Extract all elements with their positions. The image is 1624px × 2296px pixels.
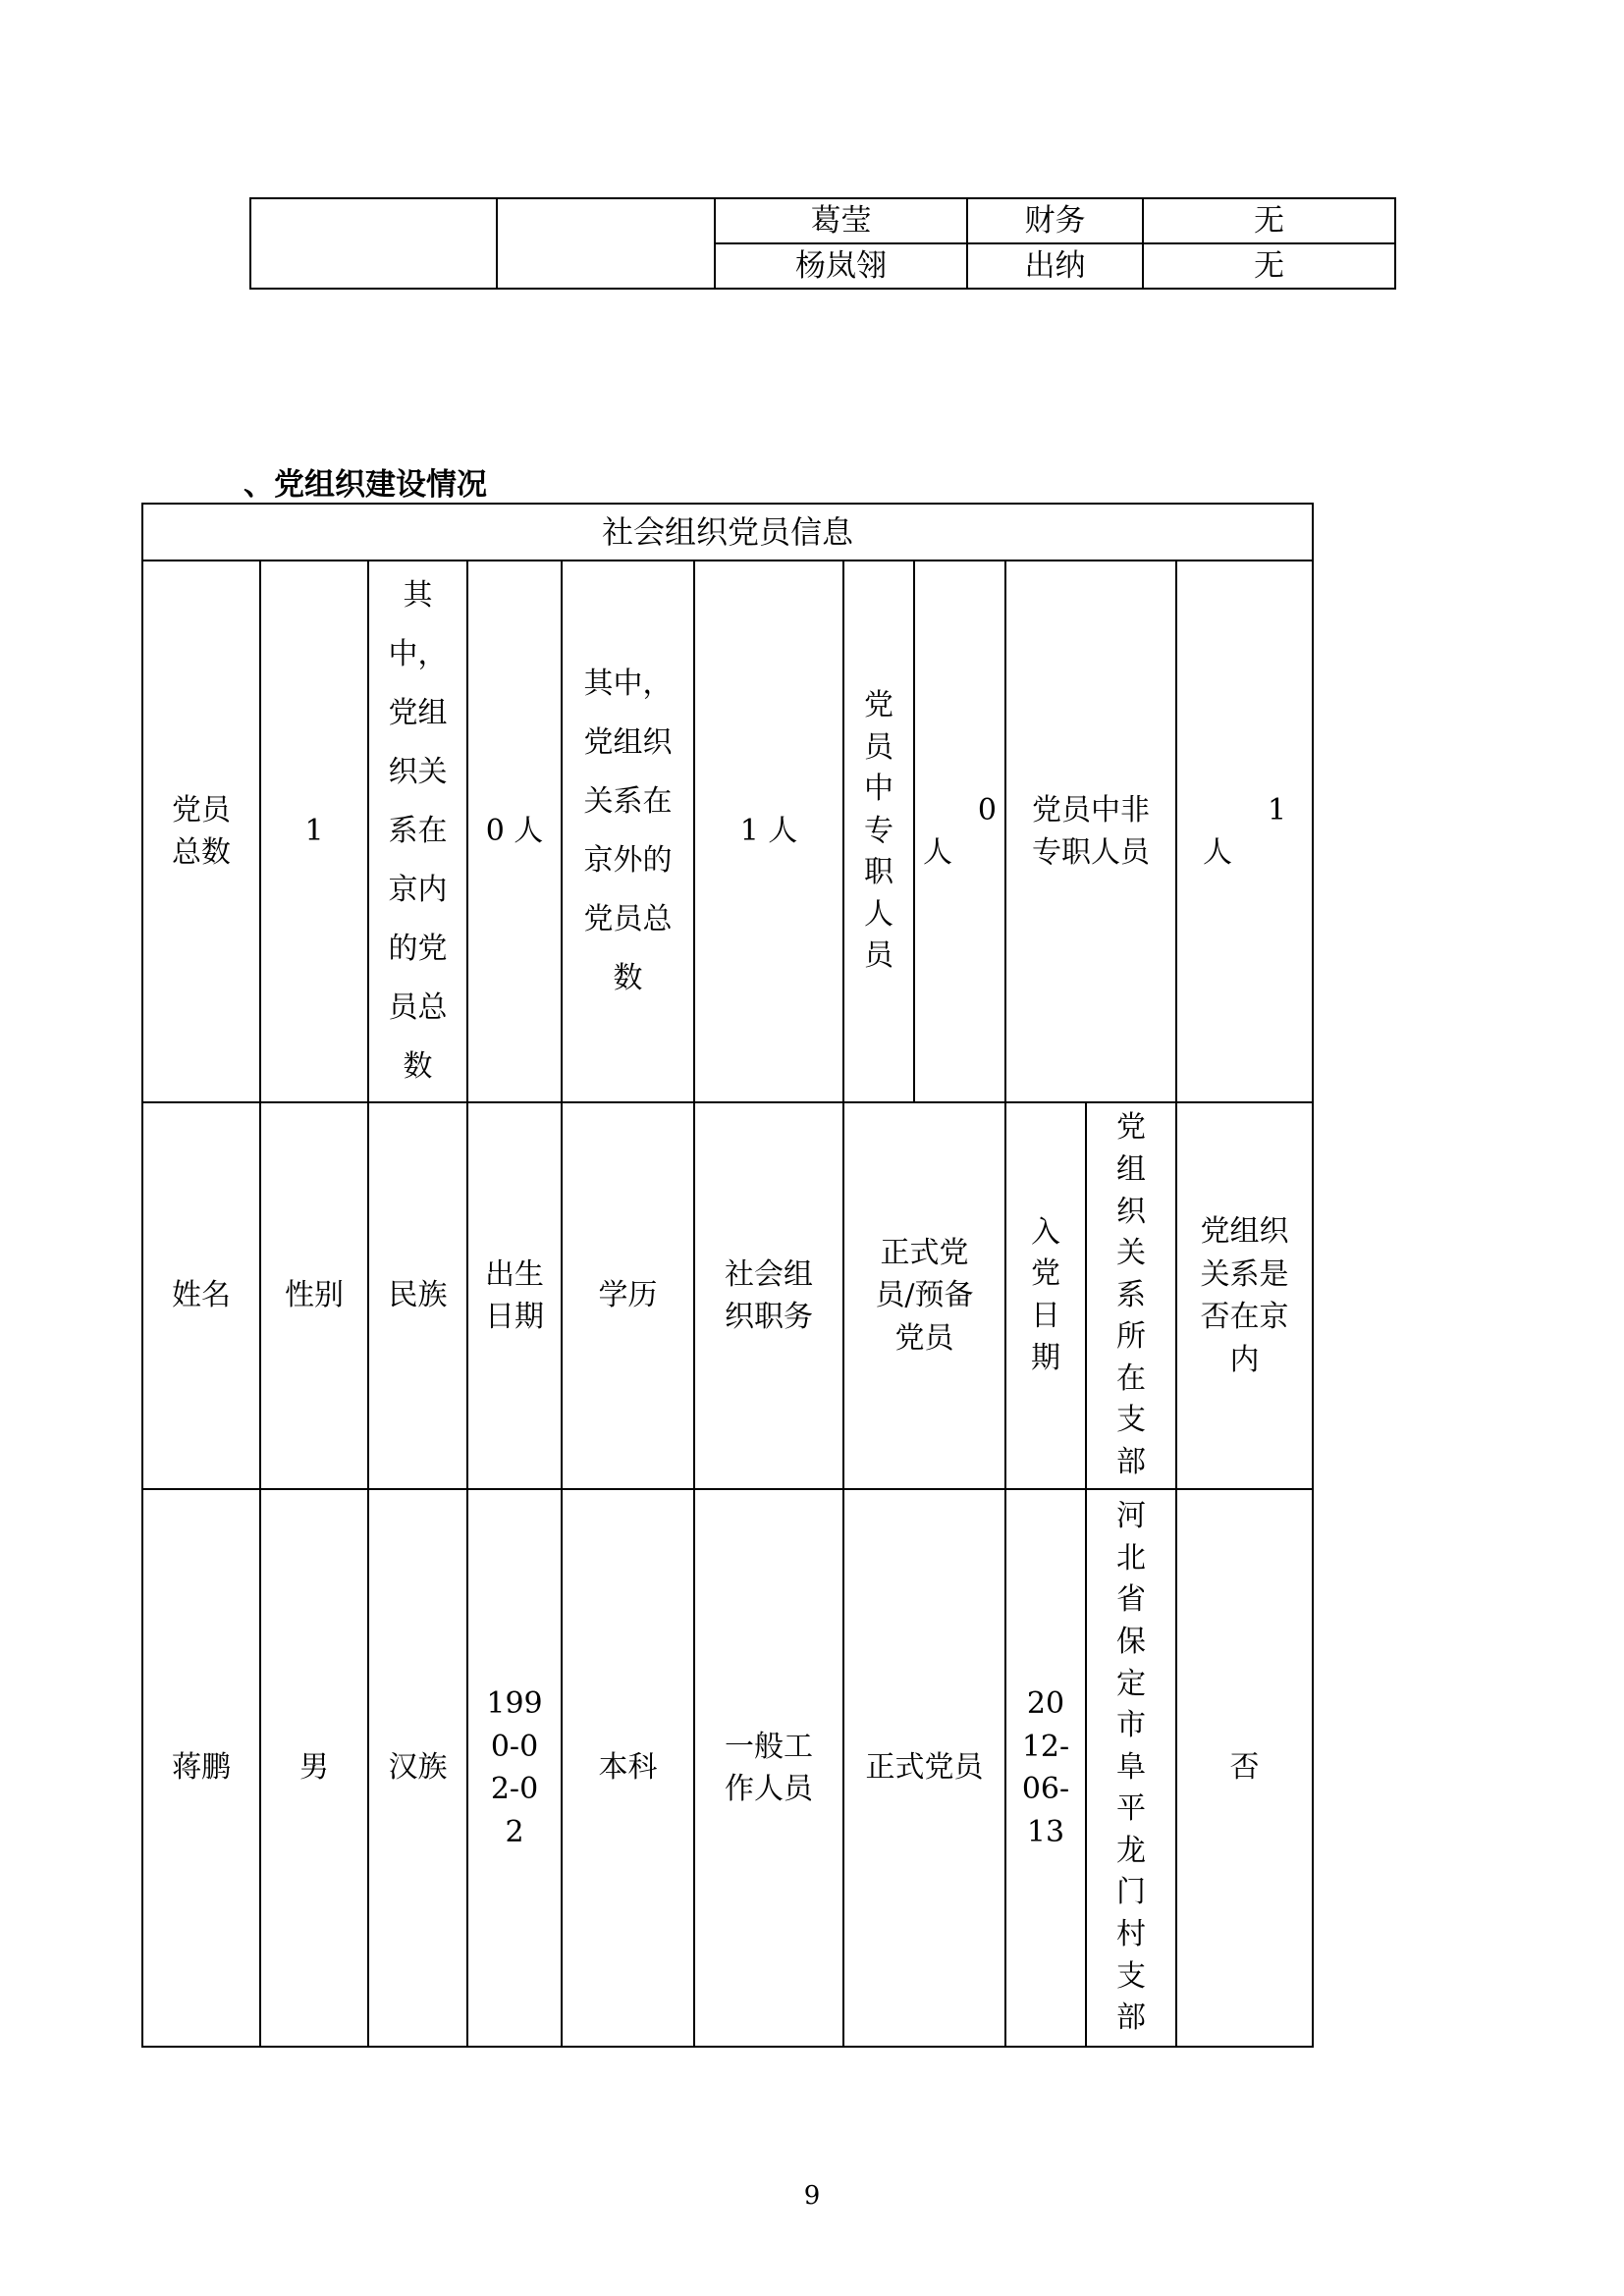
- parttime-label-text: 党员中非专职人员: [1032, 792, 1150, 870]
- staff-position: 财务: [967, 198, 1143, 243]
- header-gender: 性别: [260, 1102, 368, 1489]
- header-birth-date-text: 出生日期: [485, 1256, 544, 1334]
- member-type: 正式党员: [843, 1489, 1005, 2047]
- fulltime-label: [843, 561, 914, 1102]
- header-join-date: [1005, 1102, 1086, 1489]
- member-in-beijing: 否: [1176, 1489, 1313, 2047]
- in-beijing-label: [368, 561, 467, 1102]
- page-number: 9: [803, 2181, 821, 2211]
- member-join-date-text: 2012-06-13: [1021, 1686, 1070, 1849]
- in-beijing-label-text: 其中，党组织关系在京内的党员总数: [388, 578, 448, 1084]
- table-row: [142, 561, 1313, 1102]
- in-beijing-value: 0 人: [467, 561, 562, 1102]
- header-name: 姓名: [142, 1102, 260, 1489]
- staff-table: [249, 197, 1396, 290]
- member-org-position-text: 一般工作人员: [725, 1729, 813, 1806]
- member-education: 本科: [562, 1489, 694, 2047]
- total-label-text: 党员总数: [172, 792, 231, 870]
- staff-status: 无: [1143, 243, 1395, 289]
- fulltime-value-cell: [914, 561, 1005, 1102]
- member-branch: [1086, 1489, 1176, 2047]
- header-branch: [1086, 1102, 1176, 1489]
- staff-name: 葛莹: [715, 198, 967, 243]
- outside-beijing-label-text: 其中，党组织关系在京外的党员总数: [583, 667, 673, 995]
- header-member-type: [843, 1102, 1005, 1489]
- table-row: [142, 1489, 1313, 2047]
- section-heading: 、党组织建设情况: [244, 467, 487, 503]
- outside-beijing-label: [562, 561, 694, 1102]
- fulltime-label-text: 党员中专职人员: [864, 687, 893, 974]
- member-org-position: [694, 1489, 843, 2047]
- member-birth-date: [467, 1489, 562, 2047]
- header-org-position-text: 社会组织职务: [725, 1256, 813, 1334]
- parttime-value: 1: [1267, 792, 1287, 828]
- header-in-beijing: [1176, 1102, 1313, 1489]
- header-org-position: [694, 1102, 843, 1489]
- member-join-date: [1005, 1489, 1086, 2047]
- header-join-date-text: 入党日期: [1031, 1214, 1060, 1375]
- member-ethnicity: 汉族: [368, 1489, 467, 2047]
- outside-beijing-value: 1 人: [694, 561, 843, 1102]
- table-row: [142, 1102, 1313, 1489]
- header-ethnicity: 民族: [368, 1102, 467, 1489]
- staff-empty-cell: [497, 198, 715, 289]
- fulltime-unit: 人: [923, 835, 952, 870]
- header-branch-text: 党组织关系所在支部: [1116, 1110, 1146, 1480]
- member-birth-date-text: 1990-02-02: [486, 1686, 543, 1849]
- header-education: 学历: [562, 1102, 694, 1489]
- header-birth-date: [467, 1102, 562, 1489]
- table-row: [250, 198, 1395, 243]
- member-name: 蒋鹏: [142, 1489, 260, 2047]
- staff-name: 杨岚翎: [715, 243, 967, 289]
- party-member-table: [141, 503, 1314, 2048]
- fulltime-value: 0: [977, 792, 997, 828]
- parttime-value-cell: [1176, 561, 1313, 1102]
- table-caption: 社会组织党员信息: [142, 504, 1313, 561]
- member-branch-text: 河北省保定市阜平龙门村支部: [1116, 1499, 1146, 2036]
- total-label: [142, 561, 260, 1102]
- header-member-type-text: 正式党员/预备党员: [875, 1235, 974, 1356]
- header-in-beijing-text: 党组织关系是否在京内: [1200, 1214, 1289, 1377]
- parttime-unit: 人: [1203, 835, 1232, 870]
- total-value: 1: [260, 561, 368, 1102]
- parttime-label: [1005, 561, 1176, 1102]
- member-gender: 男: [260, 1489, 368, 2047]
- staff-position: 出纳: [967, 243, 1143, 289]
- staff-empty-cell: [250, 198, 497, 289]
- staff-status: 无: [1143, 198, 1395, 243]
